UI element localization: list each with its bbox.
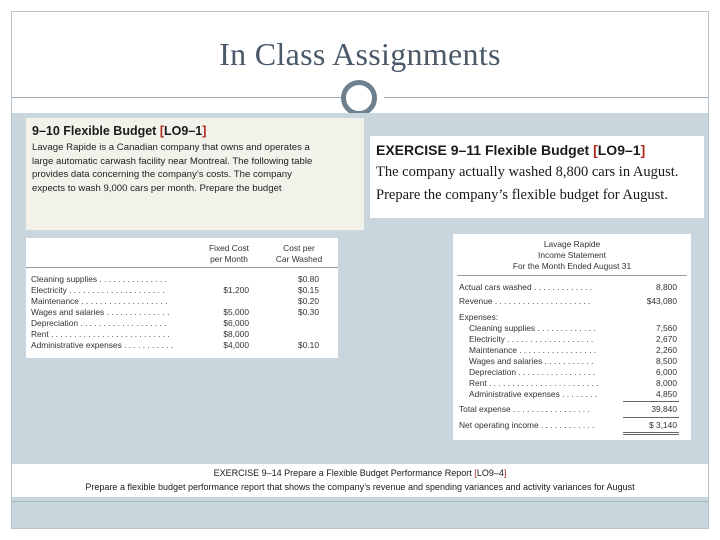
table-row [26, 318, 338, 328]
statement-row [453, 296, 691, 307]
title-rule-right [384, 97, 708, 98]
exercise-9-14-heading [12, 466, 708, 480]
row-label: Maintenance . . . . . . . . . . . . . . . . . [469, 345, 597, 355]
cost-table [26, 238, 338, 358]
statement-divider [457, 275, 687, 276]
text-line: provides data concerning the company’s costs. The company [32, 169, 292, 180]
row-label: Revenue . . . . . . . . . . . . . . . . . . . . . [459, 296, 591, 306]
table-row [26, 296, 338, 306]
row-fixed: $6,000 [223, 318, 249, 328]
row-fixed: $5,000 [223, 307, 249, 317]
row-variable: $0.80 [298, 274, 319, 284]
exercise-9-14-title: EXERCISE 9–14 Prepare a Flexible Budget Performance Report [213, 468, 472, 478]
header-variable-line-1: Cost per [283, 243, 315, 253]
table-row [26, 274, 338, 284]
income-statement [453, 234, 691, 440]
exercise-9-10-heading [32, 124, 358, 138]
statement-row [453, 367, 691, 378]
statement-row [453, 334, 691, 345]
statement-company: Lavage Rapide [543, 239, 601, 249]
row-label: Total expense . . . . . . . . . . . . . . . . . [459, 404, 590, 414]
row-fixed: $4,000 [223, 340, 249, 350]
lo-code: LO9–1 [597, 142, 641, 158]
table-row [26, 307, 338, 317]
table-row [26, 285, 338, 295]
statement-row [453, 312, 691, 323]
subtotal-underline [623, 401, 679, 402]
exercise-9-11-title: EXERCISE 9–11 Flexible Budget [376, 142, 590, 158]
title-rule-left [12, 97, 342, 98]
statement-row [453, 345, 691, 356]
row-value: 8,000 [656, 378, 677, 388]
row-label: Actual cars washed . . . . . . . . . . . . . [459, 282, 593, 292]
statement-title: Income Statement [538, 250, 606, 260]
row-variable: $0.20 [298, 296, 319, 306]
statement-row [453, 356, 691, 367]
table-row [26, 329, 338, 339]
double-underline [623, 434, 679, 435]
row-value: 6,000 [656, 367, 677, 377]
row-label: Administrative expenses . . . . . . . . [469, 389, 598, 399]
row-value: 2,670 [656, 334, 677, 344]
row-variable: $0.10 [298, 340, 319, 350]
row-label: Administrative expenses . . . . . . . . . . . [31, 340, 173, 350]
statement-row [453, 389, 691, 400]
exercise-9-11-heading [376, 142, 698, 158]
row-label: Expenses: [459, 312, 499, 322]
row-label: Depreciation . . . . . . . . . . . . . . . . . [469, 367, 596, 377]
statement-row [453, 404, 691, 415]
exercise-9-11-line-1: The company actually washed 8,800 cars in August. [376, 164, 679, 180]
header-fixed-cost [194, 243, 264, 265]
lo-bracket-close: ] [503, 468, 507, 478]
row-label: Cleaning supplies . . . . . . . . . . . . . [469, 323, 596, 333]
exercise-9-14-text: Prepare a flexible budget performance report that shows the company’s revenue and spending variances and activity variances for August [85, 482, 635, 492]
exercise-9-11 [370, 136, 704, 218]
ring-ornament-icon [341, 80, 377, 116]
table-row [26, 340, 338, 350]
text-line: large automatic carwash facility near Montreal. The following table [32, 155, 313, 167]
exercise-9-10-title: 9–10 Flexible Budget [32, 124, 157, 138]
row-variable: $0.15 [298, 285, 319, 295]
exercise-9-14 [12, 464, 708, 497]
row-label: Electricity . . . . . . . . . . . . . . . . . . . . . [31, 285, 165, 295]
lo-bracket-close: ] [202, 124, 207, 138]
header-fixed-line-1: Fixed Cost [208, 243, 250, 253]
row-label: Electricity . . . . . . . . . . . . . . . . . . . [469, 334, 594, 344]
lo-bracket-open: [ [474, 468, 477, 478]
row-value: $43,080 [646, 296, 677, 306]
lo-bracket-open: [ [159, 124, 165, 138]
exercise-9-11-line-2: Prepare the company’s flexible budget for August. [376, 187, 668, 203]
statement-row [453, 323, 691, 334]
double-underline [623, 432, 679, 433]
lo-code: LO9–1 [164, 124, 203, 138]
text-line: expects to wash 9,000 cars per month. Prepare the budget [32, 182, 282, 194]
row-label: Rent . . . . . . . . . . . . . . . . . . . . . . . . . . [31, 329, 170, 339]
row-label: Wages and salaries . . . . . . . . . . . [469, 356, 594, 366]
footer-band [12, 501, 708, 528]
row-value: 8,800 [656, 282, 677, 292]
slide-title: In Class Assignments [219, 36, 501, 72]
statement-period: For the Month Ended August 31 [512, 261, 632, 271]
row-value: $ 3,140 [649, 420, 677, 430]
total-underline [623, 417, 679, 418]
statement-row [453, 282, 691, 293]
statement-row [453, 420, 691, 431]
row-value: 39,840 [651, 404, 677, 414]
exercise-9-10-text [32, 141, 358, 195]
row-value: 2,260 [656, 345, 677, 355]
row-fixed: $1,200 [223, 285, 249, 295]
row-variable: $0.30 [298, 307, 319, 317]
lo-bracket-open: [ [593, 142, 598, 158]
statement-row [453, 378, 691, 389]
lo-code: LO9–4 [476, 468, 504, 478]
cost-table-header [26, 238, 338, 268]
row-label: Rent . . . . . . . . . . . . . . . . . . . . . . . . [469, 378, 599, 388]
exercise-9-10 [26, 118, 364, 230]
row-label: Maintenance . . . . . . . . . . . . . . . . . . . [31, 296, 168, 306]
row-label: Wages and salaries . . . . . . . . . . . . . . [31, 307, 170, 317]
row-value: 4,850 [656, 389, 677, 399]
header-fixed-line-2: per Month [210, 254, 248, 264]
text-line: Lavage Rapide is a Canadian company that owns and operates a [32, 142, 310, 153]
row-label: Cleaning supplies . . . . . . . . . . . . . . . [31, 274, 167, 284]
row-label: Net operating income . . . . . . . . . . . . [459, 420, 595, 430]
row-label: Depreciation . . . . . . . . . . . . . . . . . . . [31, 318, 167, 328]
lo-bracket-close: ] [640, 142, 646, 158]
header-variable-line-2: Car Washed [275, 254, 323, 264]
row-fixed: $8,000 [223, 329, 249, 339]
header-variable-cost [264, 243, 334, 265]
row-value: 8,500 [656, 356, 677, 366]
row-value: 7,560 [656, 323, 677, 333]
